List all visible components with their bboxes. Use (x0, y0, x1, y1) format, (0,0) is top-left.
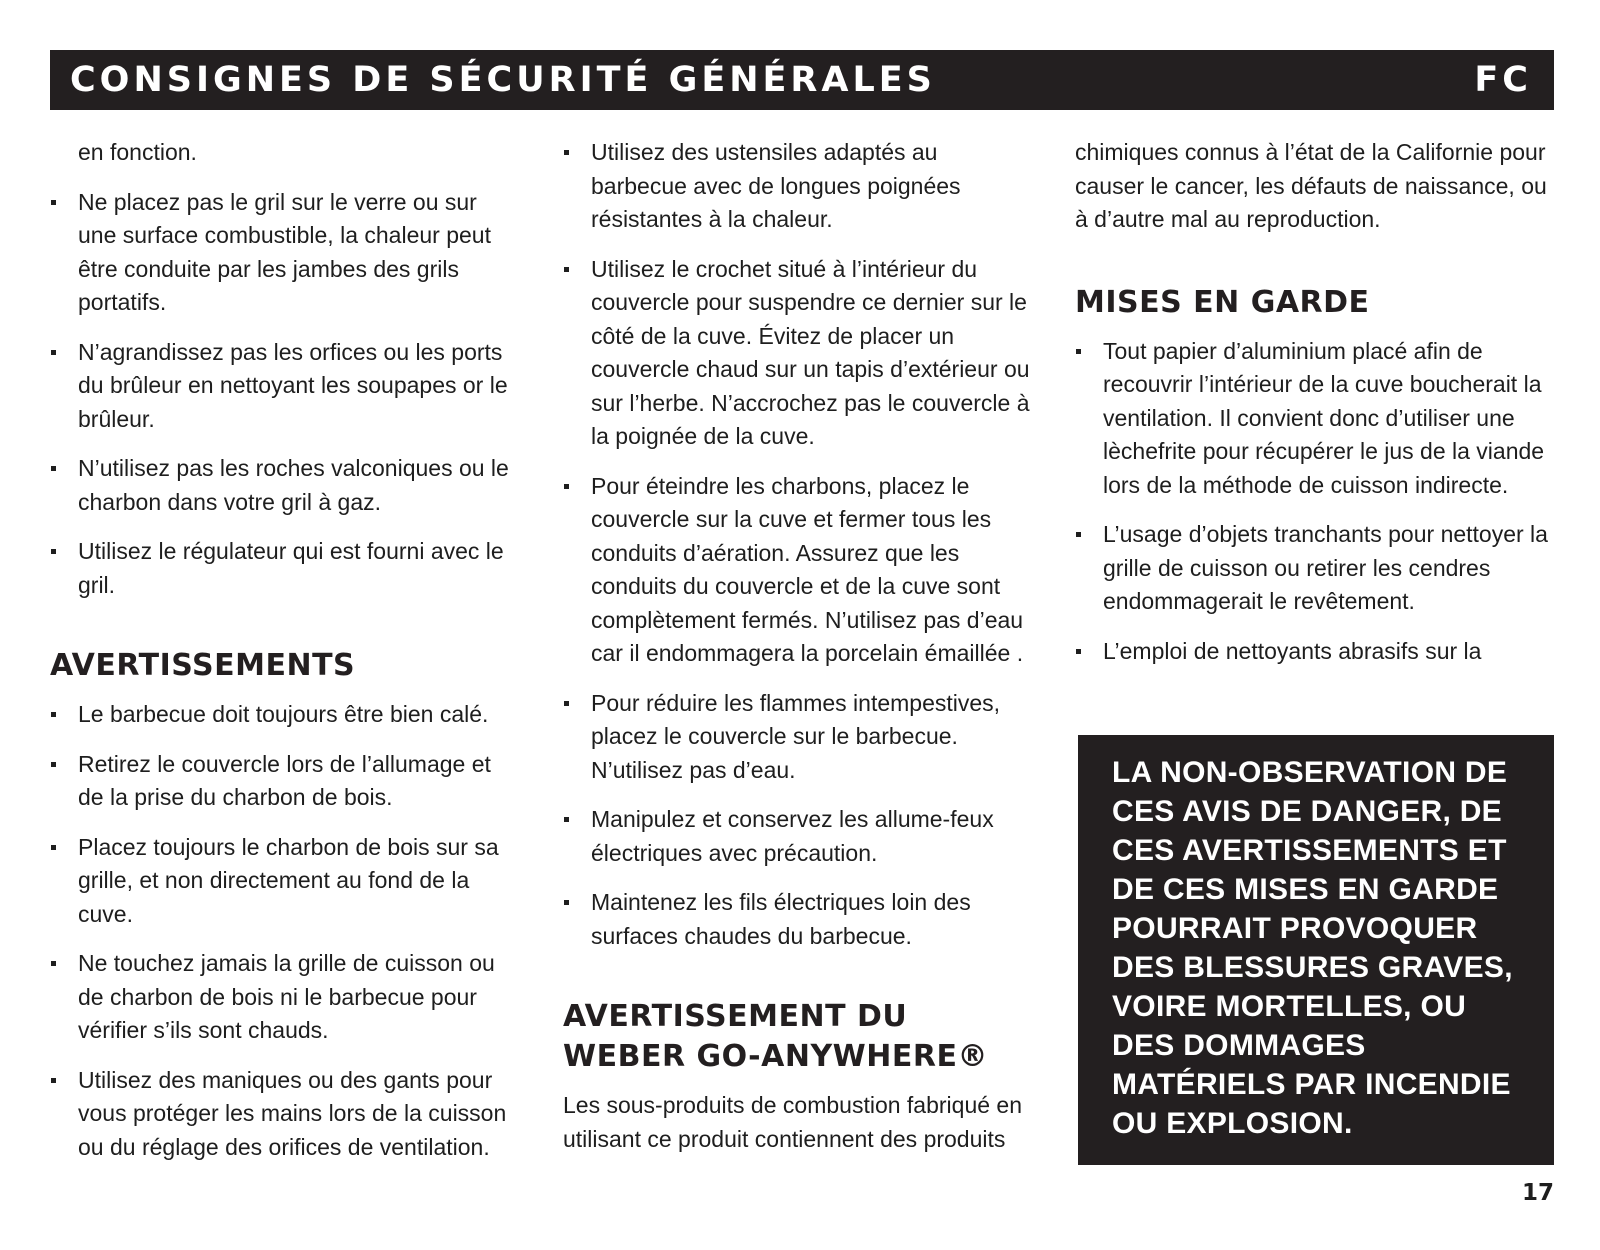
safety-list (50, 186, 520, 603)
column-middle (563, 136, 1038, 1156)
list-item: Retirez le couvercle lors de l’allumage et de la prise du charbon de bois. (50, 748, 520, 815)
page-number: 17 (1521, 1180, 1554, 1206)
list-item: Maintenez les fils électriques loin des surfaces chaudes du barbecue. (563, 886, 1038, 953)
list-item: Pour éteindre les charbons, placez le couvercle sur la cuve et fermer tous les conduits d’aération. Assurez que les conduits du couvercle et de la cuve sont complètement fermés. N’utilisez pas d’eau car il endommagera la porcelain émaillée . (563, 470, 1038, 671)
section-heading-weber-warning: AVERTISSEMENT DU WEBER GO-ANYWHERE® (563, 999, 988, 1074)
list-item: Ne placez pas le gril sur le verre ou sur une surface combustible, la chaleur peut être conduite par les jambes des grils portatifs. (50, 186, 520, 320)
list-item: Placez toujours le charbon de bois sur sa grille, et non directement au fond de la cuve. (50, 831, 520, 932)
page-header-bar (50, 50, 1554, 110)
danger-notice-box (1078, 735, 1554, 1165)
continued-text: en fonction. (78, 139, 197, 165)
list-item: N’agrandissez pas les orfices ou les ports du brûleur en nettoyant les soupapes or le brûleur. (50, 336, 520, 437)
list-item: N’utilisez pas les roches valconiques ou le charbon dans votre gril à gaz. (50, 452, 520, 519)
list-item: Le barbecue doit toujours être bien calé. (50, 698, 520, 732)
column-left (50, 136, 520, 1180)
section-heading-avertissements: AVERTISSEMENTS (50, 648, 356, 683)
list-item: Utilisez le crochet situé à l’intérieur du couvercle pour suspendre ce dernier sur le côté de la cuve. Évitez de placer un couvercle chaud sur un tapis d’extérieur ou sur l’herbe. N’accrochez pas le couvercle à la poignée de la cuve. (563, 253, 1038, 454)
warnings-list (50, 698, 520, 1164)
list-item: Pour réduire les flammes intempestives, placez le couvercle sur le barbecue. N’utilisez pas d’eau. (563, 687, 1038, 788)
continued-text: chimiques connus à l’état de la Californie pour causer le cancer, les défauts de naissance, ou à d’autre mal au reproduction. (1075, 139, 1547, 232)
column-right (1075, 136, 1555, 684)
danger-notice-text: LA NON-OBSERVATION DE CES AVIS DE DANGER, DE CES AVERTISSEMENTS ET DE CES MISES EN GARDE POURRAIT PROVOQUER DES BLESSURES GRAVES, VOIRE MORTELLES, OU DES DOMMAGES MATÉRIELS PAR INCENDIE OU EXPLOSION. (1112, 756, 1513, 1140)
list-item: L’emploi de nettoyants abrasifs sur la (1075, 635, 1555, 669)
cautions-list (1075, 335, 1555, 669)
usage-list (563, 136, 1038, 953)
list-item: Utilisez le régulateur qui est fourni avec le gril. (50, 535, 520, 602)
list-item: Utilisez des ustensiles adaptés au barbecue avec de longues poignées résistantes à la chaleur. (563, 136, 1038, 237)
list-item: Utilisez des maniques ou des gants pour vous protéger les mains lors de la cuisson ou du réglage des orifices de ventilation. (50, 1064, 520, 1165)
list-item: Manipulez et conservez les allume-feux électriques avec précaution. (563, 803, 1038, 870)
list-item: L’usage d’objets tranchants pour nettoyer la grille de cuisson ou retirer les cendres endommagerait le revêtement. (1075, 518, 1555, 619)
language-code: FC (1474, 60, 1532, 100)
list-item: Ne touchez jamais la grille de cuisson ou de charbon de bois ni le barbecue pour vérifier s’ils sont chauds. (50, 947, 520, 1048)
weber-warning-paragraph: Les sous-produits de combustion fabriqué en utilisant ce produit contiennent des produits (563, 1092, 1023, 1152)
list-item: Tout papier d’aluminium placé afin de recouvrir l’intérieur de la cuve boucherait la ventilation. Il convient donc d’utiliser une lèchefrite pour récupérer le jus de la viande lors de la méthode de cuisson indirecte. (1075, 335, 1555, 503)
page-title: CONSIGNES DE SÉCURITÉ GÉNÉRALES (70, 60, 936, 100)
section-heading-mises-en-garde: MISES EN GARDE (1075, 284, 1370, 320)
